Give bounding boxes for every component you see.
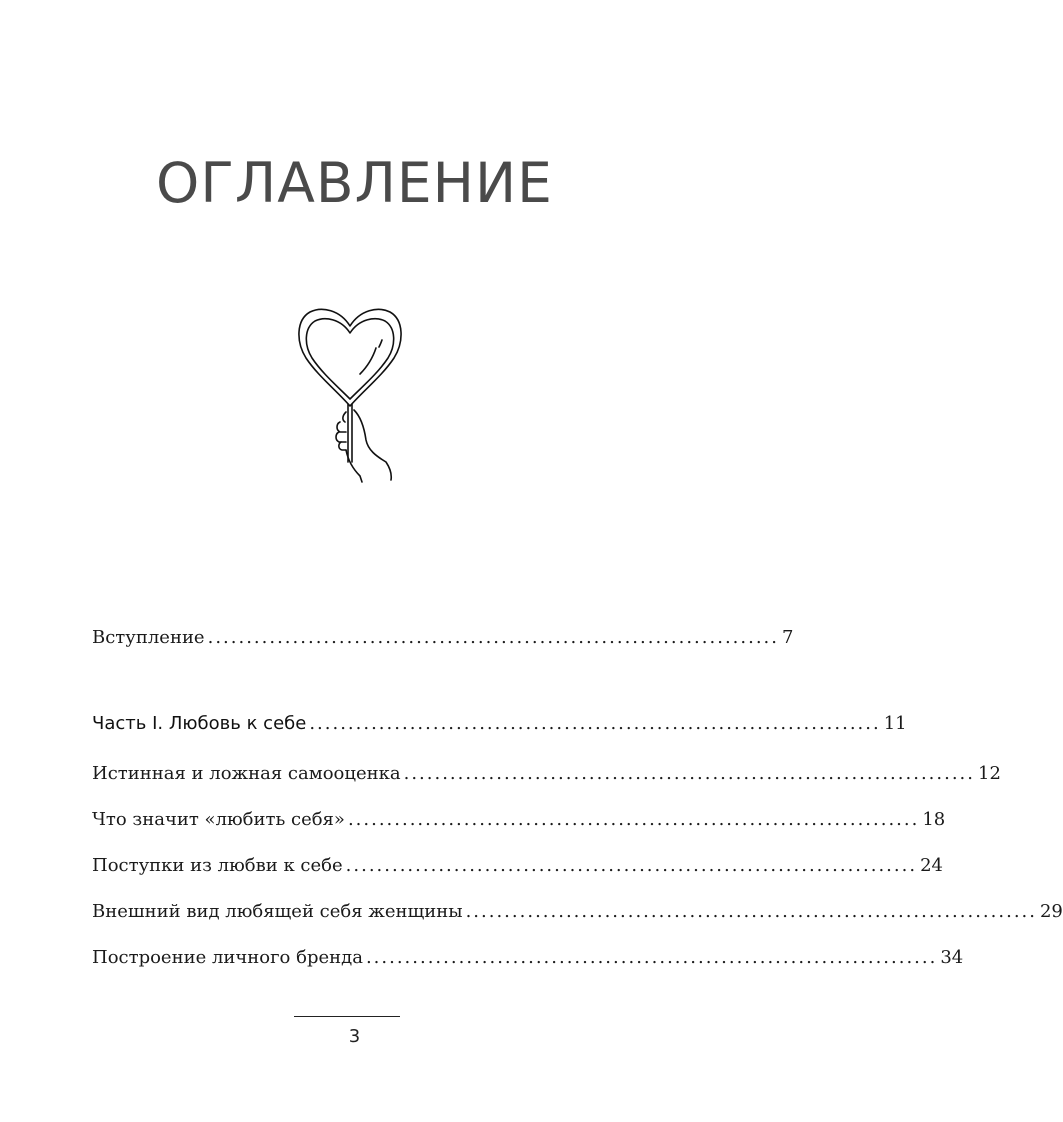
- toc-label: Построение личного бренда: [92, 947, 363, 968]
- toc-label: Поступки из любви к себе: [92, 855, 343, 876]
- page-number: 3: [348, 1026, 361, 1047]
- toc-label: Внешний вид любящей себя женщины: [92, 901, 463, 922]
- page-title: ОГЛАВЛЕНИЕ: [156, 151, 553, 215]
- toc-entry-introduction[interactable]: [92, 626, 794, 650]
- toc-page-number: 29: [1039, 901, 1063, 922]
- toc-page-number: 12: [978, 763, 1001, 784]
- heart-balloon-in-hand-icon: [290, 300, 410, 485]
- toc-page-number: 24: [920, 855, 943, 876]
- toc-page-number: 11: [883, 713, 907, 734]
- dot-leader: ..........................................................................: [365, 947, 938, 968]
- toc-entry-part-1[interactable]: [92, 712, 907, 736]
- toc-page-number: 7: [782, 627, 794, 648]
- toc-label: Что значит «любить себя»: [92, 809, 345, 830]
- toc-entry-self-esteem[interactable]: [92, 762, 1001, 786]
- toc-entry-actions[interactable]: [92, 854, 943, 878]
- dot-leader: ..........................................................................: [207, 627, 779, 648]
- toc-page-number: 18: [922, 809, 946, 830]
- toc-entry-appearance[interactable]: [92, 900, 1063, 924]
- toc-entry-love-yourself[interactable]: [92, 808, 946, 832]
- footer-rule: [294, 1016, 400, 1017]
- dot-leader: ..........................................................................: [465, 901, 1037, 922]
- toc-label: Истинная и ложная самооценка: [92, 763, 401, 784]
- dot-leader: ..........................................................................: [403, 763, 975, 784]
- dot-leader: ..........................................................................: [345, 855, 918, 876]
- dot-leader: ..........................................................................: [347, 809, 920, 830]
- toc-label: Часть I. Любовь к себе: [92, 713, 307, 734]
- dot-leader: ..........................................................................: [309, 713, 881, 734]
- toc-page-number: 34: [940, 947, 964, 968]
- toc-label: Вступление: [92, 627, 205, 648]
- toc-entry-personal-brand[interactable]: [92, 946, 964, 970]
